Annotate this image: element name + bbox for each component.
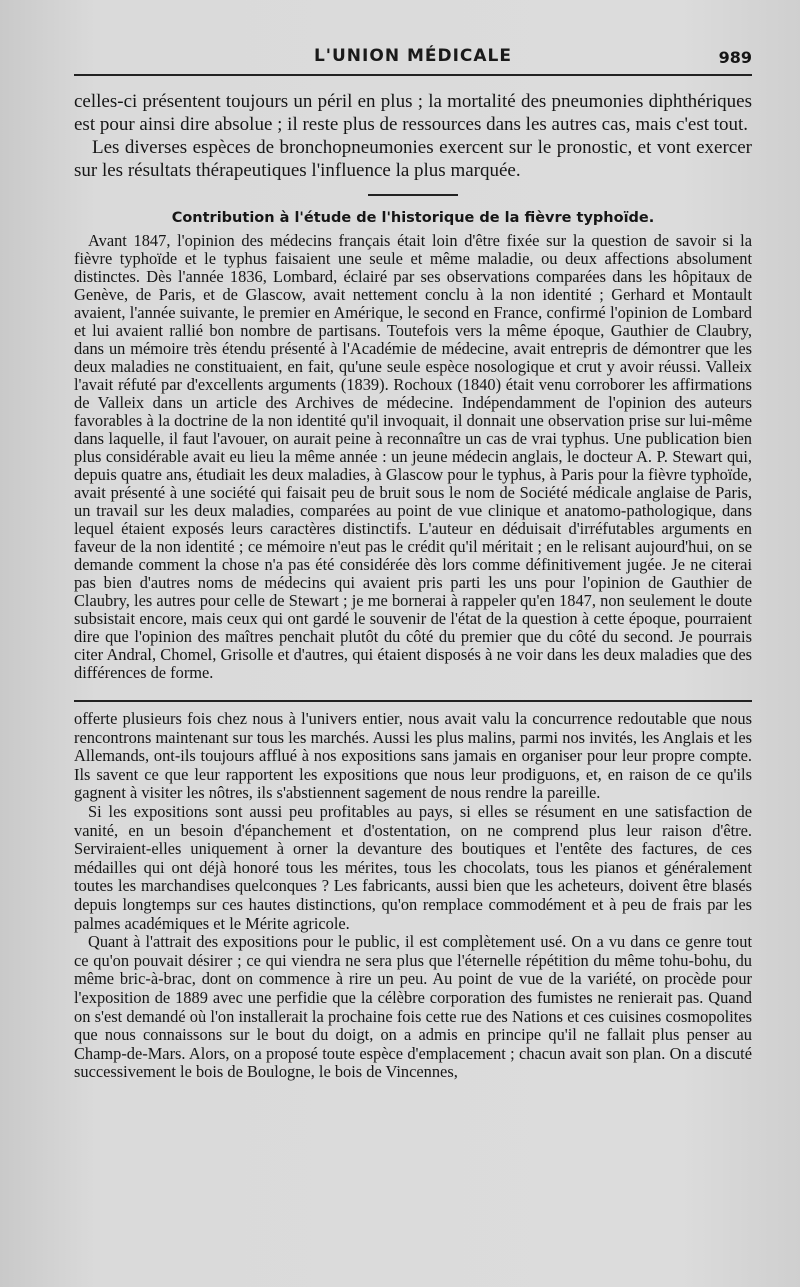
header-rule <box>74 74 752 76</box>
feuilleton-paragraph-2: Si les expositions sont aussi peu profitables au pays, si elles se résument en une satisfaction de vanité, en un besoin d'épanchement et d'ostentation, on ne comprend plus leur raison d'être. Serviraient-elles uniquement à orner la devanture des boutiques et l'entête des factures, de ces médailles qui ont déjà honoré tous les mérites, tous les chocolats, tous les pianos et généralement toutes les marchandises quelconques ? Les fabricants, aussi bien que les acheteurs, doivent être blasés depuis longtemps sur ces hautes distinctions, qu'on remplace commodément et à peu de frais par les palmes académiques et le Mérite agricole. <box>74 801 752 933</box>
page-header <box>74 0 752 78</box>
page-number: 989 <box>718 48 752 67</box>
section-divider <box>368 194 458 196</box>
section-title: Contribution à l'étude de l'historique de la fièvre typhoïde. <box>171 210 655 226</box>
feuilleton <box>74 710 752 1082</box>
lead-paragraph-2: Les diverses espèces de bronchopneumonies exercent sur le pronostic, et vont exercer sur les résultats thérapeutiques l'influence la plus marquée. <box>74 137 752 181</box>
feuilleton-rule <box>74 700 752 702</box>
feuilleton-paragraph-1: offerte plusieurs fois chez nous à l'univers entier, nous avait valu la concurrence redoutable que nous rencontrons maintenant sur tous les marchés. Aussi les plus malins, parmi nos invités, les Anglais et les Allemands, ont-ils toujours afflué à nos expositions sans jamais en organiser pour leur propre compte. Ils savent ce que leur rapportent les expositions que nous leur prodiguons, et, en raison de ce qu'ils gagnent à visiter les nôtres, ils s'abstiennent sagement de nous rendre la pareille. <box>74 709 752 803</box>
section-body: Avant 1847, l'opinion des médecins français était loin d'être fixée sur la question de savoir si la fièvre typhoïde et le typhus faisaient une seule et même maladie, ou deux affections absolument distinctes. Dès l'année 1836, Lombard, éclairé par ses observations comparées dans les hôpitaux de Genève, de Paris, et de Glascow, avait nettement conclu à la non identité ; Gerhard et Montault avaient, l'année suivante, le premier en Amérique, le second en France, confirmé l'opinion de Lombard et lui avaient rallié bon nombre de partisans. Toutefois vers la même époque, Gauthier de Claubry, dans un mémoire très étendu présenté à l'Académie de médecine, avait entrepris de démontrer que les deux maladies ne constituaient, en fait, qu'une seule espèce nosologique et crut y avoir réussi. Valleix l'avait réfuté par d'excellents arguments (1839). Rochoux (1840) était venu corroborer les affirmations de Valleix dans un article des Archives de médecine. Indépendamment de l'opinion des auteurs favorables à la doctrine de la non identité qu'il invoquait, il donnait une observation prise sur lui-même dans laquelle, il faut l'avouer, on aurait peine à reconnaître un cas de vrai typhus. Une publication bien plus considérable avait eu lieu la même année : un jeune médecin anglais, le docteur A. P. Stewart qui, depuis quatre ans, étudiait les deux maladies, à Glascow pour le typhus, à Paris pour la fièvre typhoïde, avait présenté à une société qui faisait peu de bruit sous le nom de Société médicale anglaise de Paris, un travail sur les deux maladies, comparées au point de vue clinique et anatomo-pathologique, dans lequel étaient exposés leurs caractères distinctifs. L'auteur en déduisait d'irréfutables arguments en faveur de la non identité ; ce mémoire n'eut pas le crédit qu'il méritait ; en le relisant aujourd'hui, on se demande comment la chose n'a pas été considérée dès lors comme définitivement jugée. Je ne citerai pas bien d'autres noms de médecins qui avaient pris parti les uns pour l'opinion de Gauthier de Claubry, les autres pour celle de Stewart ; je me bornerai à rappeler qu'en 1847, non seulement le doute subsistait encore, mais ceux qui ont gardé le souvenir de l'état de la question à cette époque, pourraient dire que l'opinion des maîtres penchait plutôt du côté du premier que du côté du second. Je pourrais citer Andral, Chomel, Grisolle et d'autres, qui étaient disposés à ne voir dans les deux maladies que des différences de forme. <box>74 231 752 682</box>
lead-text <box>74 90 752 182</box>
lead-paragraph-1: celles-ci présentent toujours un péril en plus ; la mortalité des pneumonies diphthériques est pour ainsi dire absolue ; il reste plus de ressources dans les autres cas, mais c'est tout. <box>74 91 752 135</box>
feuilleton-paragraph-3: Quant à l'attrait des expositions pour le public, il est complètement usé. On a vu dans ce genre tout ce qu'on pouvait désirer ; ce qui viendra ne sera plus que l'éternelle répétition du même tohu-bohu, du même bric-à-brac, dont on commence à rire un peu. Au point de vue de la variété, on procède pour l'exposition de 1889 avec une perfidie que la célèbre corporation des fumistes ne renierait pas. Quand on s'est demandé où l'on installerait la prochaine fois cette rue des Nations et ces cuisines cosmopolites que nous connaissons sur le bout du doigt, on a admis en principe qu'il ne fallait plus penser au Champ-de-Mars. Alors, on a proposé toute espèce d'emplacement ; chacun avait son plan. On a discuté successivement le bois de Boulogne, le bois de Vincennes, <box>74 932 752 1082</box>
journal-title: L'UNION MÉDICALE <box>313 46 513 66</box>
